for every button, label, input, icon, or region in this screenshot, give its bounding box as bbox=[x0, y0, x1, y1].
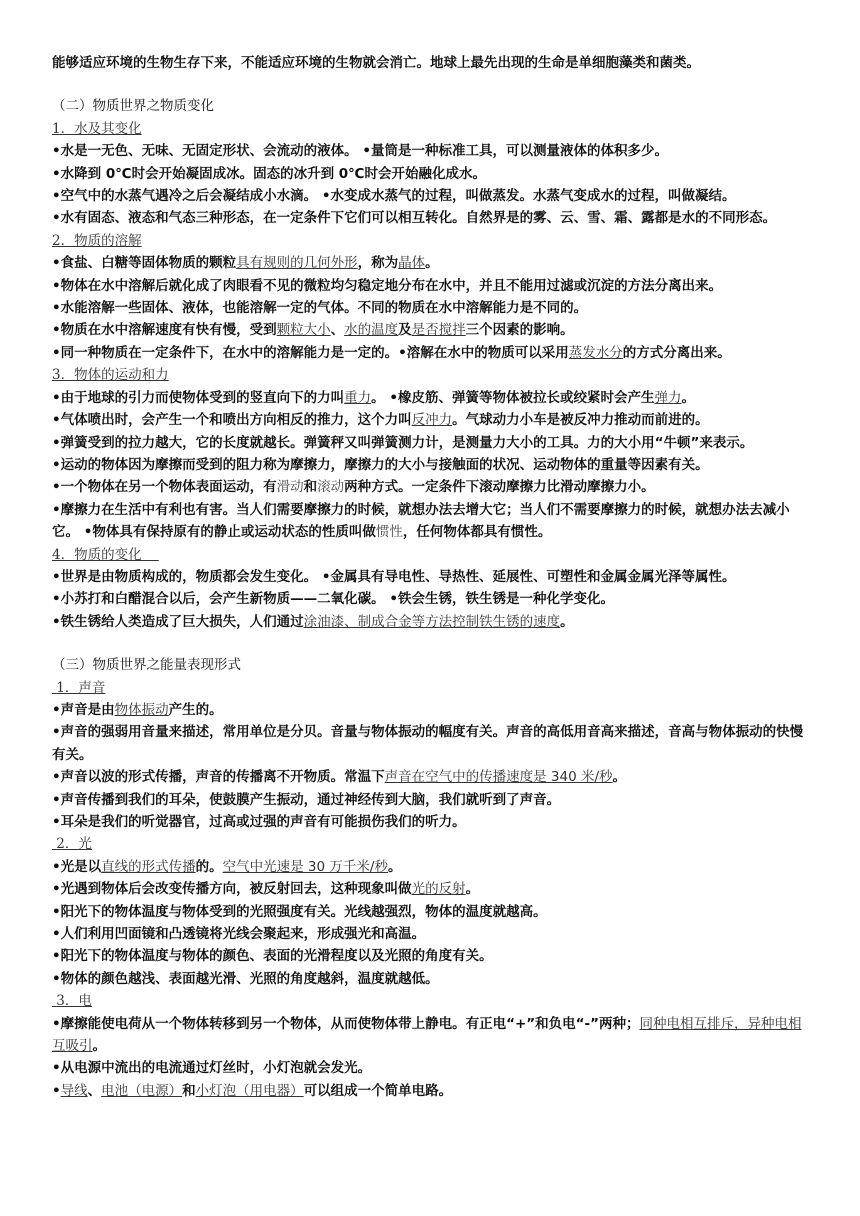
underlined-term: 反冲力 bbox=[411, 412, 453, 429]
text-segment: 、 bbox=[87, 1082, 102, 1099]
paragraph bbox=[52, 454, 812, 476]
section-heading bbox=[52, 833, 812, 855]
paragraph-gap bbox=[52, 633, 812, 654]
text-segment: •食盐、白糖等固体物质的颗粒 bbox=[52, 255, 237, 272]
text-segment: 、 bbox=[330, 322, 345, 339]
text-segment: 。 bbox=[681, 389, 695, 406]
underlined-term: 1．水及其变化 bbox=[52, 120, 142, 137]
paragraph bbox=[52, 901, 812, 923]
text-segment: •物体在水中溶解后就化成了肉眼看不见的微粒均匀稳定地分布在水中，并且不能用过滤或沉淀的方法分离出来。 bbox=[52, 277, 723, 294]
text-segment: •耳朵是我们的听觉器官，过高或过强的声音有可能损伤我们的听力。 bbox=[52, 814, 466, 830]
text-segment: •空气中的水蒸气遇冷之后会凝结成小水滴。 •水变成水蒸气的过程，叫做蒸发。水蒸气变成水的过程，叫做凝结。 bbox=[52, 188, 736, 205]
text-segment: 。 bbox=[465, 881, 480, 898]
text-segment: ，任何物体都具有惯性。 bbox=[402, 524, 552, 541]
underlined-term: 小灯泡（用电器） bbox=[195, 1082, 304, 1099]
paragraph bbox=[52, 185, 812, 207]
text-segment: •从电源中流出的电流通过灯丝时，小灯泡就会发光。 bbox=[52, 1060, 372, 1077]
text-segment: 和 bbox=[303, 479, 318, 496]
text-segment: 。气球动力小车是被反冲力推动而前进的。 bbox=[452, 412, 709, 429]
paragraph bbox=[52, 945, 812, 967]
underlined-term: 导线 bbox=[60, 1082, 88, 1099]
paragraph bbox=[52, 52, 812, 74]
text-segment: •物体的颜色越浅、表面越光滑、光照的角度越斜，温度就越低。 bbox=[52, 970, 439, 987]
underlined-term: 水的温度 bbox=[344, 322, 399, 339]
paragraph bbox=[52, 968, 812, 990]
text-segment: •由于地球的引力而使物体受到的竖直向下的力叫 bbox=[52, 389, 345, 406]
text-segment: •水有固态、液态和气态三种形态，在一定条件下它们可以相互转化。自然界是的雾、云、雪、霜、露都是水的不同形态。 bbox=[52, 210, 777, 227]
text-segment: 。 bbox=[425, 255, 439, 272]
text-segment: •水能溶解一些固体、液体，也能溶解一定的气体。不同的物质在水中溶解能力是不同的。 bbox=[52, 300, 588, 317]
text-segment: • bbox=[52, 1082, 61, 1099]
paragraph bbox=[52, 1013, 812, 1058]
text-segment: •光遇到物体后会改变传播方向，被反射回去，这种现象叫做 bbox=[52, 881, 412, 898]
paragraph bbox=[52, 1057, 812, 1079]
text-segment: 惯性 bbox=[375, 524, 403, 541]
text-segment: •声音传播到我们的耳朵，使鼓膜产生振动，通过神经传到大脑，我们就听到了声音。 bbox=[52, 791, 561, 808]
text-segment: •运动的物体因为摩擦而受到的阻力称为摩擦力，摩擦力的大小与接触面的状况、运动物体的重量等因素有关。 bbox=[52, 456, 709, 473]
text-segment: （三）物质世界之能量表现形式 bbox=[52, 657, 241, 674]
paragraph bbox=[52, 275, 812, 297]
paragraph bbox=[52, 409, 812, 431]
underlined-term: 同种电相互排斥，异种电相互吸引 bbox=[52, 1015, 802, 1055]
text-segment: 滑动 bbox=[276, 479, 304, 496]
paragraph bbox=[52, 766, 812, 788]
text-segment: •世界是由物质构成的，物质都会发生变化。 •金属具有导电性、导热性、延展性、可塑性和金属金属光泽等属性。 bbox=[52, 568, 736, 585]
text-segment: 两种方式。一定条件下滚动摩擦力比滑动摩擦力小。 bbox=[344, 479, 655, 496]
text-segment: （二）物质世界之物质变化 bbox=[52, 98, 214, 115]
paragraph bbox=[52, 476, 812, 498]
text-segment: •水降到 0℃时会开始凝固成冰。固态的冰升到 0℃时会开始融化成水。 bbox=[52, 165, 487, 182]
paragraph bbox=[52, 252, 812, 274]
paragraph bbox=[52, 342, 812, 364]
paragraph bbox=[52, 699, 812, 721]
underlined-term: 涂油漆、制成合金等方法控制铁生锈的速度 bbox=[303, 613, 561, 630]
text-segment: 三个因素的影响。 bbox=[465, 322, 574, 339]
underlined-term: 颗粒大小 bbox=[276, 322, 331, 339]
paragraph bbox=[52, 163, 812, 185]
paragraph bbox=[52, 140, 812, 162]
text-segment: 及 bbox=[398, 322, 412, 339]
text-segment: •小苏打和白醋混合以后，会产生新物质——二氧化碳。 •铁会生锈，铁生锈是一种化学变化。 bbox=[52, 591, 614, 608]
text-segment: •声音的强弱用音量来描述，常用单位是分贝。音量与物体振动的幅度有关。声音的高低用音高来描述，音高与物体振动的快慢有关。 bbox=[52, 724, 804, 763]
underlined-term: 2．光 bbox=[52, 836, 92, 853]
underlined-term: 1．声音 bbox=[52, 679, 106, 696]
section-heading bbox=[52, 544, 812, 566]
section-heading bbox=[52, 230, 812, 252]
underlined-term: 物体振动 bbox=[114, 701, 169, 718]
text-segment: •水是一无色、无味、无固定形状、会流动的液体。 •量筒是一种标准工具，可以测量液体的体积多少。 bbox=[52, 143, 668, 160]
text-segment: •同一种物质在一定条件下，在水中的溶解能力是一定的。•溶解在水中的物质可以采用 bbox=[52, 344, 569, 361]
text-segment: •一个物体在另一个物体表面运动，有 bbox=[52, 479, 277, 496]
paragraph bbox=[52, 789, 812, 811]
paragraph bbox=[52, 432, 812, 454]
paragraph bbox=[52, 856, 812, 878]
text-segment: 产生的。 bbox=[168, 701, 223, 718]
paragraph bbox=[52, 499, 812, 544]
text-segment: 可以组成一个简单电路。 bbox=[303, 1082, 453, 1099]
section-heading bbox=[52, 95, 812, 117]
underlined-term: 晶体 bbox=[398, 255, 426, 272]
paragraph bbox=[52, 588, 812, 610]
text-segment: 和 bbox=[182, 1082, 196, 1099]
section-heading bbox=[52, 677, 812, 699]
section-heading bbox=[52, 364, 812, 386]
underlined-term: 声音在空气中的传播速度是 340 米/秒 bbox=[384, 769, 613, 786]
text-segment: ，称为 bbox=[357, 255, 399, 272]
paragraph bbox=[52, 923, 812, 945]
text-segment: 。 bbox=[612, 769, 627, 786]
text-segment: •气体喷出时，会产生一个和喷出方向相反的推力，这个力叫 bbox=[52, 412, 412, 429]
text-segment: •声音以波的形式传播，声音的传播离不开物质。常温下 bbox=[52, 769, 385, 786]
text-segment: •弹簧受到的拉力越大，它的长度就越长。弹簧秤又叫弹簧测力计，是测量力大小的工具。力的大小用“牛顿”来表示。 bbox=[52, 434, 754, 451]
text-segment: 的方式分离出来。 bbox=[622, 344, 731, 361]
paragraph bbox=[52, 611, 812, 633]
text-segment: •摩擦力在生活中有利也有害。当人们需要摩擦力的时候，就想办法去增大它；当人们不需要摩擦力的时候，就想办法去减小它。 •物体具有保持原有的静止或运动状态的性质叫做 bbox=[52, 501, 790, 541]
text-segment: 。 bbox=[560, 613, 574, 630]
paragraph bbox=[52, 297, 812, 319]
underlined-term: 3．物体的运动和力 bbox=[52, 367, 169, 384]
text-segment: •物质在水中溶解速度有快有慢，受到 bbox=[52, 322, 277, 339]
text-segment: 。 bbox=[387, 858, 402, 875]
text-segment: 。 bbox=[92, 1038, 106, 1055]
underlined-term: 光的反射 bbox=[411, 881, 466, 898]
text-segment: •光是以 bbox=[52, 858, 102, 875]
underlined-term: 蒸发水分 bbox=[568, 344, 623, 361]
document-page bbox=[52, 52, 812, 1102]
paragraph bbox=[52, 207, 812, 229]
underlined-term: 具有规则的几何外形 bbox=[236, 255, 358, 272]
paragraph bbox=[52, 1080, 812, 1102]
paragraph-gap bbox=[52, 74, 812, 95]
text-segment: •摩擦能使电荷从一个物体转移到另一个物体，从而使物体带上静电。有正电“+”和负电“-”两种； bbox=[52, 1015, 640, 1032]
underlined-term: 电池（电源） bbox=[101, 1082, 183, 1099]
text-segment: •人们利用凹面镜和凸透镜将光线会聚起来，形成强光和高温。 bbox=[52, 926, 426, 943]
text-segment: 的。 bbox=[195, 858, 223, 875]
paragraph bbox=[52, 319, 812, 341]
text-segment: 能够适应环境的生物生存下来，不能适应环境的生物就会消亡。地球上最先出现的生命是单细胞藻类和菌类。 bbox=[52, 55, 700, 71]
paragraph bbox=[52, 566, 812, 588]
underlined-term: 4．物质的变化 bbox=[52, 546, 159, 563]
text-segment: 滚动 bbox=[317, 479, 345, 496]
text-segment: •声音是由 bbox=[52, 701, 115, 718]
paragraph bbox=[52, 878, 812, 900]
underlined-term: 弹力 bbox=[654, 389, 682, 406]
text-segment: •阳光下的物体温度与物体的颜色、表面的光滑程度以及光照的角度有关。 bbox=[52, 948, 493, 965]
underlined-term: 3．电 bbox=[52, 993, 92, 1010]
underlined-term: 重力 bbox=[344, 389, 372, 406]
text-segment: 。 •橡皮筋、弹簧等物体被拉长或绞紧时会产生 bbox=[371, 389, 655, 406]
underlined-term: 空气中光速是 30 万千米/秒 bbox=[222, 858, 388, 875]
paragraph bbox=[52, 387, 812, 409]
text-segment: •铁生锈给人类造成了巨大损失，人们通过 bbox=[52, 613, 304, 630]
underlined-term: 是否搅拌 bbox=[411, 322, 466, 339]
section-heading bbox=[52, 118, 812, 140]
paragraph bbox=[52, 721, 812, 766]
text-segment: •阳光下的物体温度与物体受到的光照强度有关。光线越强烈，物体的温度就越高。 bbox=[52, 903, 547, 920]
paragraph bbox=[52, 811, 812, 833]
underlined-term: 直线的形式传播 bbox=[101, 858, 196, 875]
section-heading bbox=[52, 654, 812, 676]
section-heading bbox=[52, 990, 812, 1012]
underlined-term: 2．物质的溶解 bbox=[52, 232, 142, 249]
